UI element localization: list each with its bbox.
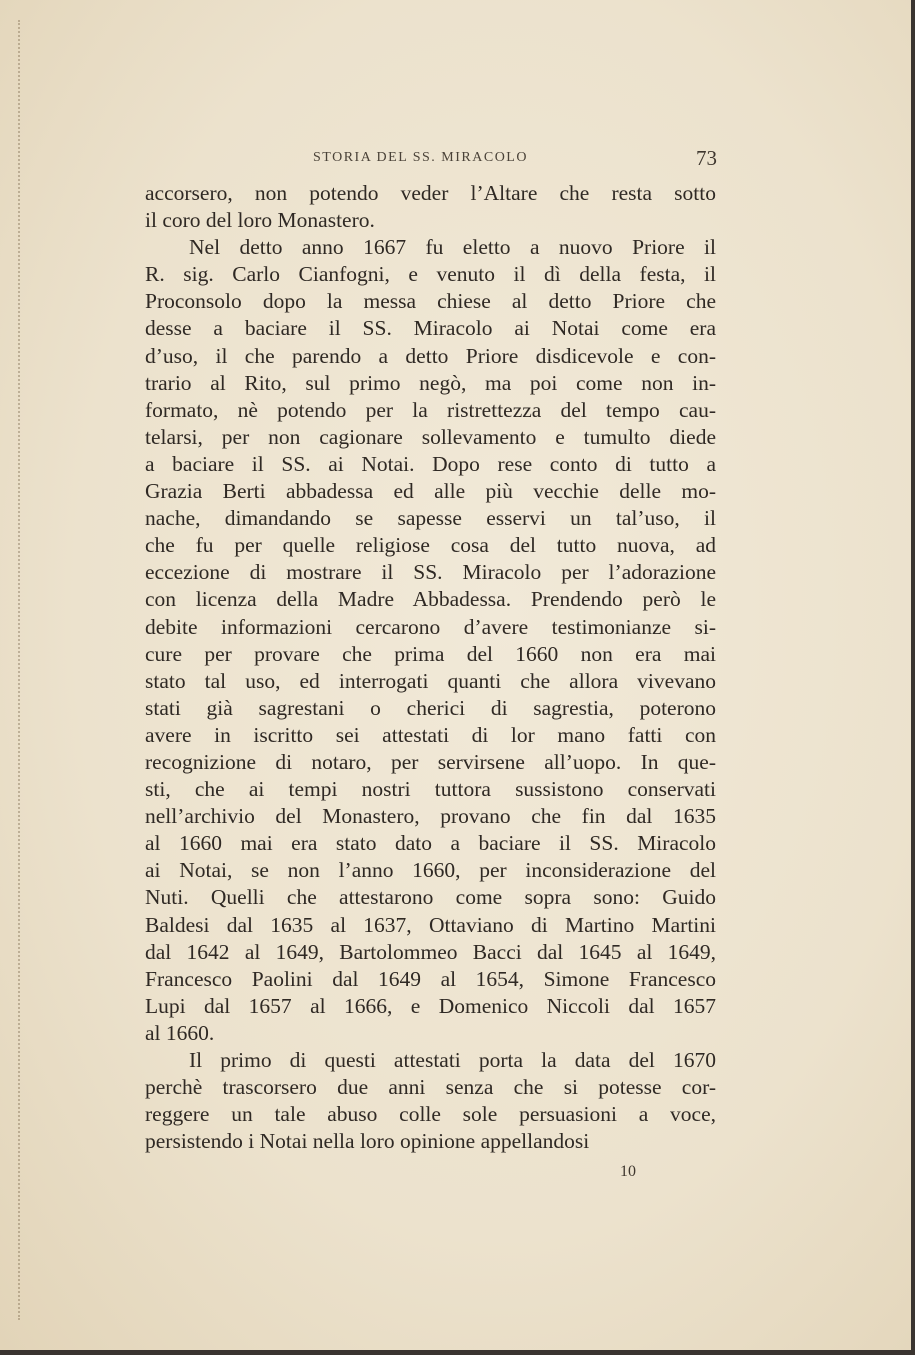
page-header xyxy=(145,146,717,172)
text-line: che fu per quelle religiose cosa del tutto nuova, ad xyxy=(145,533,716,558)
text-line: nell’archivio del Monastero, provano che fin dal 1635 xyxy=(145,804,716,829)
text-line: eccezione di mostrare il SS. Miracolo per l’adorazione xyxy=(145,560,716,585)
text-line: reggere un tale abuso colle sole persuasioni a voce, xyxy=(145,1102,716,1127)
text-line: debite informazioni cercarono d’avere testimonianze si- xyxy=(145,614,716,639)
text-line: perchè trascorsero due anni senza che si potesse cor- xyxy=(145,1075,716,1100)
text-line: stato tal uso, ed interrogati quanti che allora vivevano xyxy=(145,668,716,693)
text-line: telarsi, per non cagionare sollevamento e tumulto diede xyxy=(145,424,716,449)
page-number: 73 xyxy=(696,146,717,170)
text-line: Francesco Paolini dal 1649 al 1654, Simone Francesco xyxy=(145,966,716,991)
text-line: d’uso, il che parendo a detto Priore disdicevole e con- xyxy=(145,343,716,368)
text-line: dal 1642 al 1649, Bartolommeo Bacci dal 1645 al 1649, xyxy=(145,939,716,964)
text-line: a baciare il SS. ai Notai. Dopo rese conto di tutto a xyxy=(145,451,716,476)
text-line: nache, dimandando se sapesse esservi un tal’uso, il xyxy=(145,506,716,531)
text-line: Nuti. Quelli che attestarono come sopra sono: Guido xyxy=(145,885,716,910)
text-line: avere in iscritto sei attestati di lor mano fatti con xyxy=(145,722,716,747)
text-line: al 1660 mai era stato dato a baciare il SS. Miracolo xyxy=(145,831,716,856)
text-line: il coro del loro Monastero. xyxy=(145,208,375,233)
text-line: accorsero, non potendo veder l’Altare che resta sotto xyxy=(145,181,716,205)
text-line: desse a baciare il SS. Miracolo ai Notai come era xyxy=(145,316,716,341)
text-line: Lupi dal 1657 al 1666, e Domenico Niccoli dal 1657 xyxy=(145,993,716,1018)
text-line: Grazia Berti abbadessa ed alle più vecchie delle mo- xyxy=(145,479,716,504)
signature-mark: 10 xyxy=(620,1163,636,1180)
text-line: ai Notai, se non l’anno 1660, per inconsiderazione del xyxy=(145,858,716,883)
text-line: trario al Rito, sul primo negò, ma poi come non in- xyxy=(145,370,716,395)
text-line: Nel detto anno 1667 fu eletto a nuovo Priore il xyxy=(189,235,716,260)
text-line: formato, nè potendo per la ristrettezza del tempo cau- xyxy=(145,397,716,422)
running-title: STORIA DEL SS. MIRACOLO xyxy=(313,150,528,165)
text-line: con licenza della Madre Abbadessa. Prendendo però le xyxy=(145,587,716,612)
text-line: sti, che ai tempi nostri tuttora sussistono conservati xyxy=(145,777,716,802)
text-line: stati già sagrestani o cherici di sagrestia, poterono xyxy=(145,695,716,720)
text-line: R. sig. Carlo Cianfogni, e venuto il dì della festa, il xyxy=(145,262,716,287)
text-line: cure per provare che prima del 1660 non era mai xyxy=(145,641,716,666)
text-line: al 1660. xyxy=(145,1020,215,1045)
text-line: recognizione di notaro, per servirsene all’uopo. In que- xyxy=(145,749,716,774)
text-line: persistendo i Notai nella loro opinione appellandosi xyxy=(145,1129,590,1154)
body-text xyxy=(145,180,716,1155)
text-line: Baldesi dal 1635 al 1637, Ottaviano di Martino Martini xyxy=(145,912,716,937)
text-line: Proconsolo dopo la messa chiese al detto Priore che xyxy=(145,289,716,314)
binding-edge xyxy=(18,20,28,1320)
text-line: Il primo di questi attestati porta la data del 1670 xyxy=(189,1048,716,1072)
